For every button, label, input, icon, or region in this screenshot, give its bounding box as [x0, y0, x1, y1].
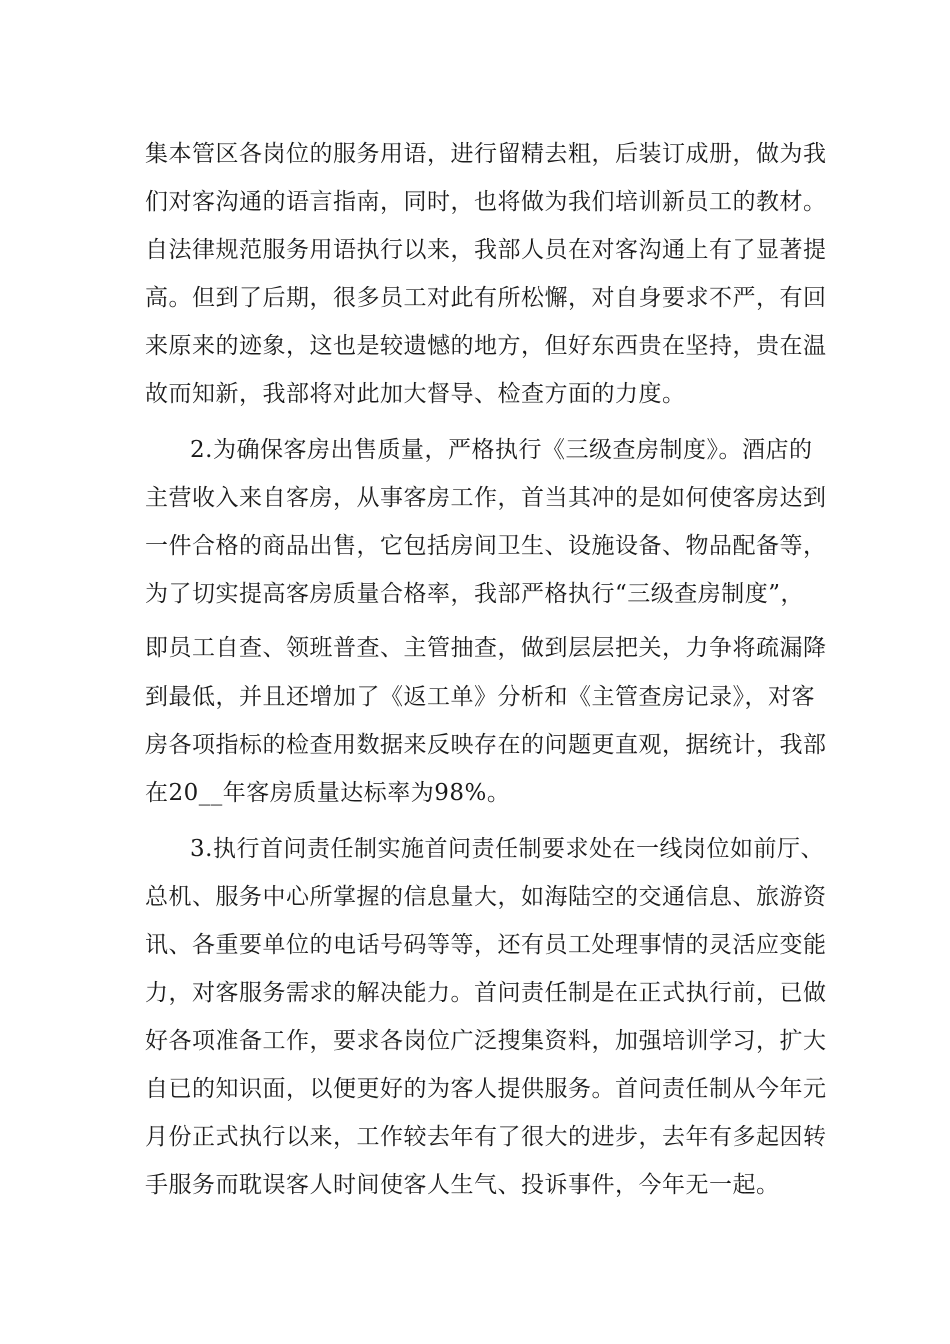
text-line: 到最低，并且还增加了《返工单》分析和《主管查房记录》，对客: [145, 684, 815, 710]
text-line: 自法律规范服务用语执行以来，我部人员在对客沟通上有了显著提: [145, 237, 827, 263]
text-line: 手服务而耽误客人时间使客人生气、投诉事件，今年无一起。: [145, 1172, 780, 1198]
text-line: 讯、各重要单位的电话号码等等，还有员工处理事情的灵活应变能: [145, 932, 827, 958]
text-line: 即员工自查、领班普查、主管抽查，做到层层把关，力争将疏漏降: [145, 635, 827, 661]
text-line: 高。但到了后期，很多员工对此有所松懈，对自身要求不严，有回: [145, 285, 827, 311]
text-line: 来原来的迹象，这也是较遗憾的地方，但好东西贵在坚持，贵在温: [145, 333, 827, 359]
text-line: 们对客沟通的语言指南，同时，也将做为我们培训新员工的教材。: [145, 189, 827, 215]
text-line: 在20__年客房质量达标率为98%。: [145, 780, 511, 806]
paragraph-2-first-line: 2.为确保客房出售质量，严格执行《三级查房制度》。酒店的: [190, 437, 813, 463]
paragraph-3-first-line: 3.执行首问责任制实施首问责任制要求处在一线岗位如前厅、: [190, 836, 824, 862]
text-line: 总机、服务中心所掌握的信息量大，如海陆空的交通信息、旅游资: [145, 884, 827, 910]
text-line: 为了切实提高客房质量合格率，我部严格执行“三级查房制度”，: [145, 581, 805, 607]
text-line: 一件合格的商品出售，它包括房间卫生、设施设备、物品配备等，: [145, 533, 827, 559]
text-line: 自已的知识面，以便更好的为客人提供服务。首问责任制从今年元: [145, 1076, 827, 1102]
text-line: 月份正式执行以来，工作较去年有了很大的进步，去年有多起因转: [145, 1124, 827, 1150]
text-line: 集本管区各岗位的服务用语，进行留精去粗，后装订成册，做为我: [145, 141, 827, 167]
text-line: 故而知新，我部将对此加大督导、检查方面的力度。: [145, 381, 686, 407]
text-line: 好各项准备工作，要求各岗位广泛搜集资料，加强培训学习，扩大: [145, 1028, 827, 1054]
text-line: 力，对客服务需求的解决能力。首问责任制是在正式执行前，已做: [145, 980, 827, 1006]
text-line: 主营收入来自客房，从事客房工作，首当其冲的是如何使客房达到: [145, 485, 827, 511]
text-line: 房各项指标的检查用数据来反映存在的问题更直观，据统计，我部: [145, 732, 827, 758]
